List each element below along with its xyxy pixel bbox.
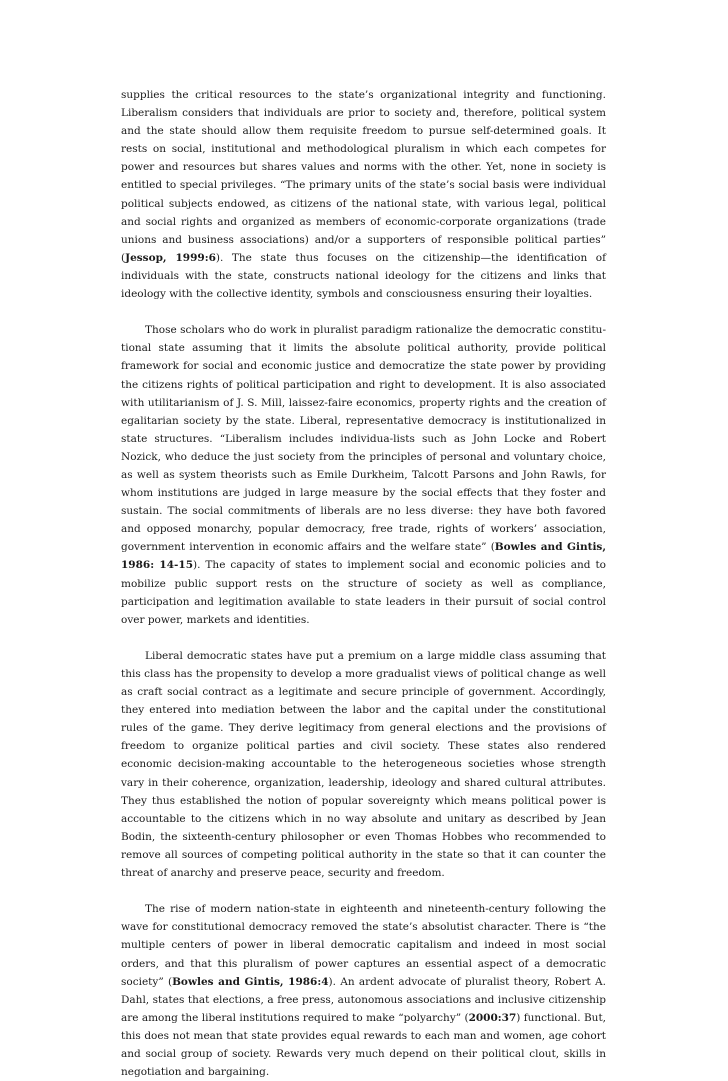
citation: 2000:37 xyxy=(468,1011,517,1024)
paragraph-4 xyxy=(121,900,606,1081)
text-segment: Liberal democratic states have put a premium on a large middle class assuming that this class has the propensity to develop a more gradualist views of political change as well as craft social contract as a legitimate and secure principle of government. Accordingly, they entered into mediation between the labor and the capital under the constitutional rules of the game. They derive legitimacy from general elections and the provisions of freedom to organize political parties and civil society. These states also rendered economic decision-making accountable to the heterogeneous societies whose strength vary in their coherence, organization, leadership, ideology and shared cultural attributes. They thus established the notion of popular sovereignty which means political power is accountable to the citizens which in no way absolute and unitary as described by Jean Bodin, the sixteenth-century philosopher or even Thomas Hobbes who recommended to remove all sources of competing political authority in the state so that it can counter the threat of anarchy and preserve peace, security and freedom. xyxy=(121,649,606,880)
text-segment: ) functional. But, this does not mean that state provides equal rewards to each man and women, age cohort and social group of society. Rewards very much depend on their political clout, skills in negotiation and bargaining. xyxy=(121,1011,607,1079)
document-page xyxy=(121,86,606,1081)
paragraph-2 xyxy=(121,321,606,629)
text-segment: Those scholars who do work in pluralist paradigm rationalize the democratic constitu-tional state assuming that it limits the absolute political authority, provide political framework for social and economic justice and democratize the state power by providing the citizens rights of political participation and right to development. It is also associated with utilitarianism of J. S. Mill, laissez-faire economics, property rights and the creation of egalitarian society by the state. Liberal, representative democracy is institutionalized in state structures. “Liberalism includes individua-lists such as John Locke and Robert Nozick, who deduce the just society from the principles of personal and voluntary choice, as well as system theorists such as Emile Durkheim, Talcott Parsons and John Rawls, for whom institutions are judged in large measure by the social effects that they foster and sustain. The social commitments of liberals are no less diverse: they have both favored and opposed monarchy, popular democracy, free trade, rights of workers’ association, government intervention in economic affairs and the welfare state” ( xyxy=(121,324,606,554)
citation: Bowles and Gintis, 1986:4 xyxy=(172,975,329,988)
text-segment: ). The state thus focuses on the citizenship—the identification of individuals with the state, constructs national ideology for the citizens and links that ideology with the collective identity, symbols and consciousness ensuring their loyalties. xyxy=(121,251,606,301)
text-segment: ). The capacity of states to implement social and economic policies and to mobilize public support rests on the structure of society as well as compliance, participation and legitimation available to state leaders in their pursuit of social control over power, markets and identities. xyxy=(121,559,606,626)
citation: Jessop, 1999:6 xyxy=(125,251,216,264)
text-segment: The rise of modern nation-state in eighteenth and nineteenth-century following the wave for constitutional democracy removed the state’s absolutist character. There is “the multiple centers of power in liberal democratic capitalism and indeed in most social orders, and that this pluralism of power captures an essential aspect of a democratic society” ( xyxy=(121,903,606,988)
text-segment: supplies the critical resources to the state’s organizational integrity and functioning. Liberalism considers that individuals are prior to society and, therefore, political system and the state should allow them requisite freedom to pursue self-determined goals. It rests on social, institutional and methodological pluralism in which each competes for power and resources but shares values and norms with the other. Yet, none in society is entitled to special privileges. “The primary units of the state’s social basis were individual political subjects endowed, as citizens of the national state, with various legal, political and social rights and organized as members of economic-corporate organizations (trade unions and business associations) and/or a supporters of responsible political parties” ( xyxy=(121,89,606,264)
paragraph-1 xyxy=(121,86,606,303)
citation: Bowles and Gintis, 1986: 14-15 xyxy=(121,541,606,572)
text-segment: ). An ardent advocate of pluralist theory, Robert A. Dahl, states that elections, a free press, autonomous associations and inclusive citizenship are among the liberal institutions required to make “polyarchy” ( xyxy=(121,975,606,1024)
paragraph-3 xyxy=(121,647,606,882)
